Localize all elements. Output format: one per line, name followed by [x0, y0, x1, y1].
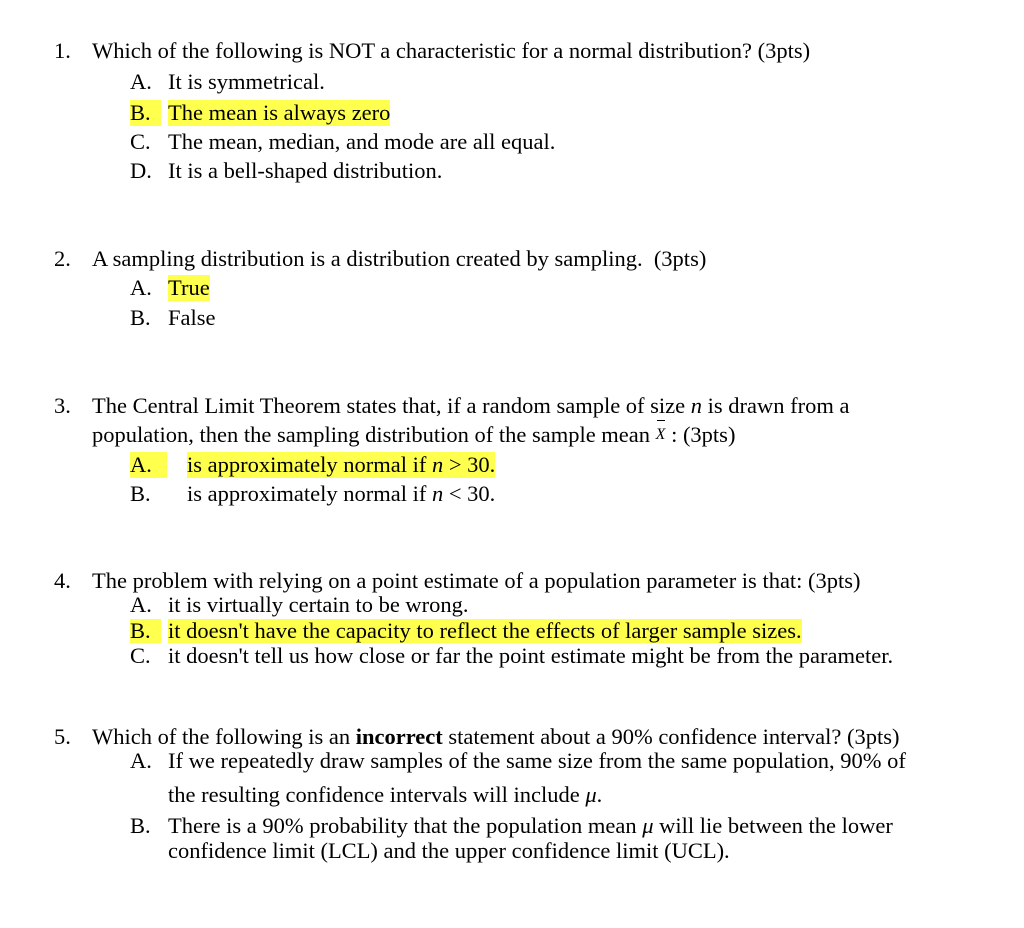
- option-letter: C.: [130, 129, 151, 154]
- option-letter: [130, 619, 161, 643]
- question-number: 2.: [54, 246, 71, 271]
- option-text: False: [168, 305, 216, 330]
- stem-emphasis: incorrect: [355, 724, 443, 749]
- variable-n: n: [690, 393, 703, 418]
- option-text-part: < 30.: [443, 481, 496, 506]
- option-letter: [130, 100, 161, 126]
- question-number: 5.: [54, 724, 71, 749]
- option-letter-text: A.: [130, 452, 152, 477]
- option-text-part: There is a 90% probability that the population mean: [168, 813, 643, 838]
- stem-text: is drawn from a: [702, 393, 850, 418]
- question-text: Which of the following is NOT a characteristic for a normal distribution? (3pts): [92, 38, 811, 63]
- option-letter-text: B.: [130, 618, 151, 643]
- option-text-part: > 30.: [443, 452, 496, 477]
- question-number: 3.: [54, 393, 71, 418]
- stem-text: population, then the sampling distribution of the sample mean: [92, 422, 656, 447]
- option-text: [168, 783, 602, 807]
- question-text: The problem with relying on a point estimate of a population parameter is that: (3pts): [92, 568, 861, 593]
- option-text: confidence limit (LCL) and the upper confidence limit (UCL).: [168, 838, 730, 863]
- stem-text: : (3pts): [665, 422, 736, 447]
- question-number: 1.: [54, 38, 71, 63]
- option-letter: [130, 452, 167, 478]
- option-text: [187, 481, 495, 507]
- option-text: If we repeatedly draw samples of the same size from the same population, 90% of: [168, 748, 906, 773]
- variable-mu: μ: [642, 813, 654, 838]
- option-text-part: is approximately normal if: [187, 452, 432, 477]
- question-number: 4.: [54, 568, 71, 593]
- question-text: [92, 393, 850, 419]
- option-letter: A.: [130, 592, 152, 617]
- option-text-part: is approximately normal if: [187, 481, 432, 506]
- option-text: It is symmetrical.: [168, 69, 325, 94]
- option-letter: B.: [130, 813, 151, 838]
- variable-n: n: [431, 452, 444, 477]
- option-text: [168, 814, 893, 838]
- option-text: it doesn't have the capacity to reflect the effects of larger sample sizes.: [168, 618, 802, 643]
- option-text: It is a bell-shaped distribution.: [168, 158, 443, 183]
- stem-text: The Central Limit Theorem states that, if a random sample of size: [92, 393, 691, 418]
- option-letter: B.: [130, 305, 151, 330]
- option-text: it is virtually certain to be wrong.: [168, 592, 469, 617]
- variable-n: n: [431, 481, 444, 506]
- option-text-part: will lie between the lower: [653, 813, 893, 838]
- option-letter: C.: [130, 643, 151, 668]
- option-letter: A.: [130, 69, 152, 94]
- stem-text: Which of the following is an: [92, 724, 356, 749]
- option-letter: B.: [130, 481, 151, 506]
- option-text-part: the resulting confidence intervals will include: [168, 782, 586, 807]
- stem-text: statement about a 90% confidence interval? (3pts): [442, 724, 900, 749]
- option-text: The mean is always zero: [168, 100, 391, 125]
- question-text: [92, 422, 735, 448]
- variable-x-bar: X: [656, 422, 666, 448]
- option-letter-text: B.: [130, 100, 151, 125]
- option-letter: D.: [130, 158, 152, 183]
- variable-mu: μ: [585, 782, 597, 807]
- question-text: [92, 724, 899, 750]
- option-letter: A.: [130, 748, 152, 773]
- question-text: A sampling distribution is a distribution created by sampling. (3pts): [92, 246, 707, 271]
- option-text: it doesn't tell us how close or far the point estimate might be from the parameter.: [168, 643, 894, 668]
- option-text: True: [168, 275, 210, 300]
- option-letter: A.: [130, 275, 152, 300]
- option-text: [187, 452, 495, 478]
- option-text: The mean, median, and mode are all equal.: [168, 129, 556, 154]
- option-text-part: .: [596, 782, 603, 807]
